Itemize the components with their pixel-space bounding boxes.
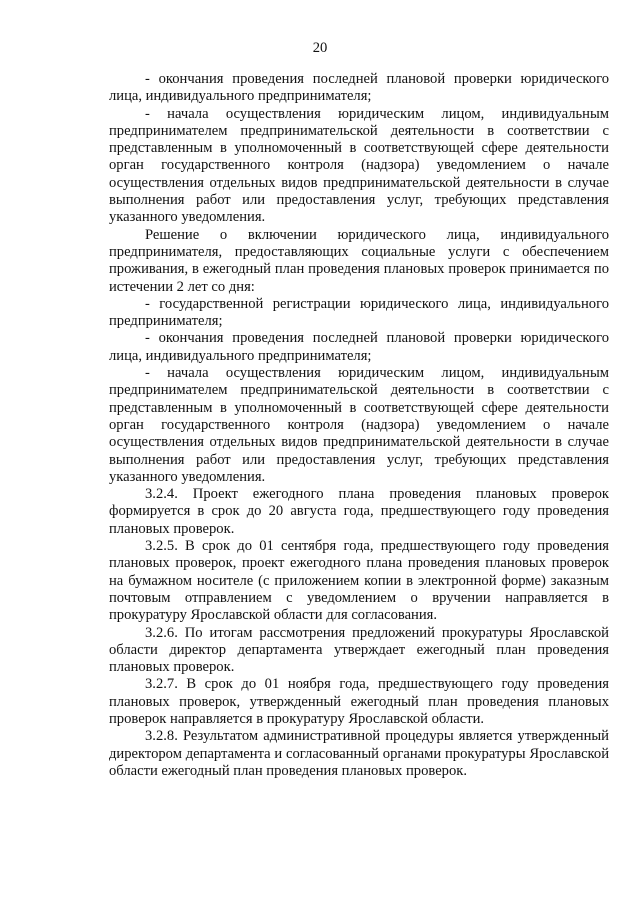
paragraph-clause-3-2-4: 3.2.4. Проект ежегодного плана проведения плановых проверок формируется в срок до 20 августа года, предшествующего году проведения плановых проверок. xyxy=(109,486,609,537)
paragraph-clause-3-2-7: 3.2.7. В срок до 01 ноября года, предшествующего году проведения плановых проверок, утвержденный ежегодный план проведения плановых проверок направляется в прокуратуру Ярославской области. xyxy=(109,676,609,727)
paragraph-bullet-registration: - государственной регистрации юридического лица, индивидуального предпринимателя; xyxy=(109,295,609,330)
paragraph-clause-3-2-8: 3.2.8. Результатом административной процедуры является утвержденный директором департамента и согласованный органами прокуратуры Ярославской области ежегодный план проведения плановых проверок. xyxy=(109,728,609,779)
page-number: 20 xyxy=(312,40,328,56)
paragraph-bullet-last-inspection-2: - окончания проведения последней плановой проверки юридического лица, индивидуального предпринимателя; xyxy=(109,330,609,364)
paragraph-clause-3-2-5: 3.2.5. В срок до 01 сентября года, предшествующего году проведения плановых проверок, проект ежегодного плана проведения плановых проверок на бумажном носителе (с приложением копии в электронной форме) заказным почтовым отправлением с уведомлением о вручении направляется в прокуратуру Ярославской области для согласования. xyxy=(109,538,609,624)
paragraph-bullet-activity-start-2: - начала осуществления юридическим лицом, индивидуальным предпринимателем предпринимательской деятельности в соответствии с представленным в уполномоченный в соответствующей сфере деятельности орган государственного контроля (надзора) уведомлением о начале осуществления отдельных видов предпринимательской деятельности в случае выполнения работ или предоставления услуг, требующих представления указанного уведомления. xyxy=(109,365,609,485)
paragraph-bullet-activity-start: - начала осуществления юридическим лицом, индивидуальным предпринимателем предпринимательской деятельности в соответствии с представленным в уполномоченный в соответствующей сфере деятельности орган государственного контроля (надзора) уведомлением о начале осуществления отдельных видов предпринимательской деятельности в случае выполнения работ или предоставления услуг, требующих представления указанного уведомления. xyxy=(109,105,609,226)
paragraph-bullet-last-inspection: - окончания проведения последней плановой проверки юридического лица, индивидуального предпринимателя; xyxy=(109,71,609,105)
paragraph-clause-3-2-6: 3.2.6. По итогам рассмотрения предложений прокуратуры Ярославской области директор департамента утверждает ежегодный план проведения плановых проверок. xyxy=(109,624,609,676)
document-body xyxy=(109,71,609,780)
paragraph-decision-social-services: Решение о включении юридического лица, индивидуального предпринимателя, предоставляющих социальные услуги с обеспечением проживания, в ежегодный план проведения плановых проверок принимается по истечении 2 лет со дня: xyxy=(109,226,609,295)
